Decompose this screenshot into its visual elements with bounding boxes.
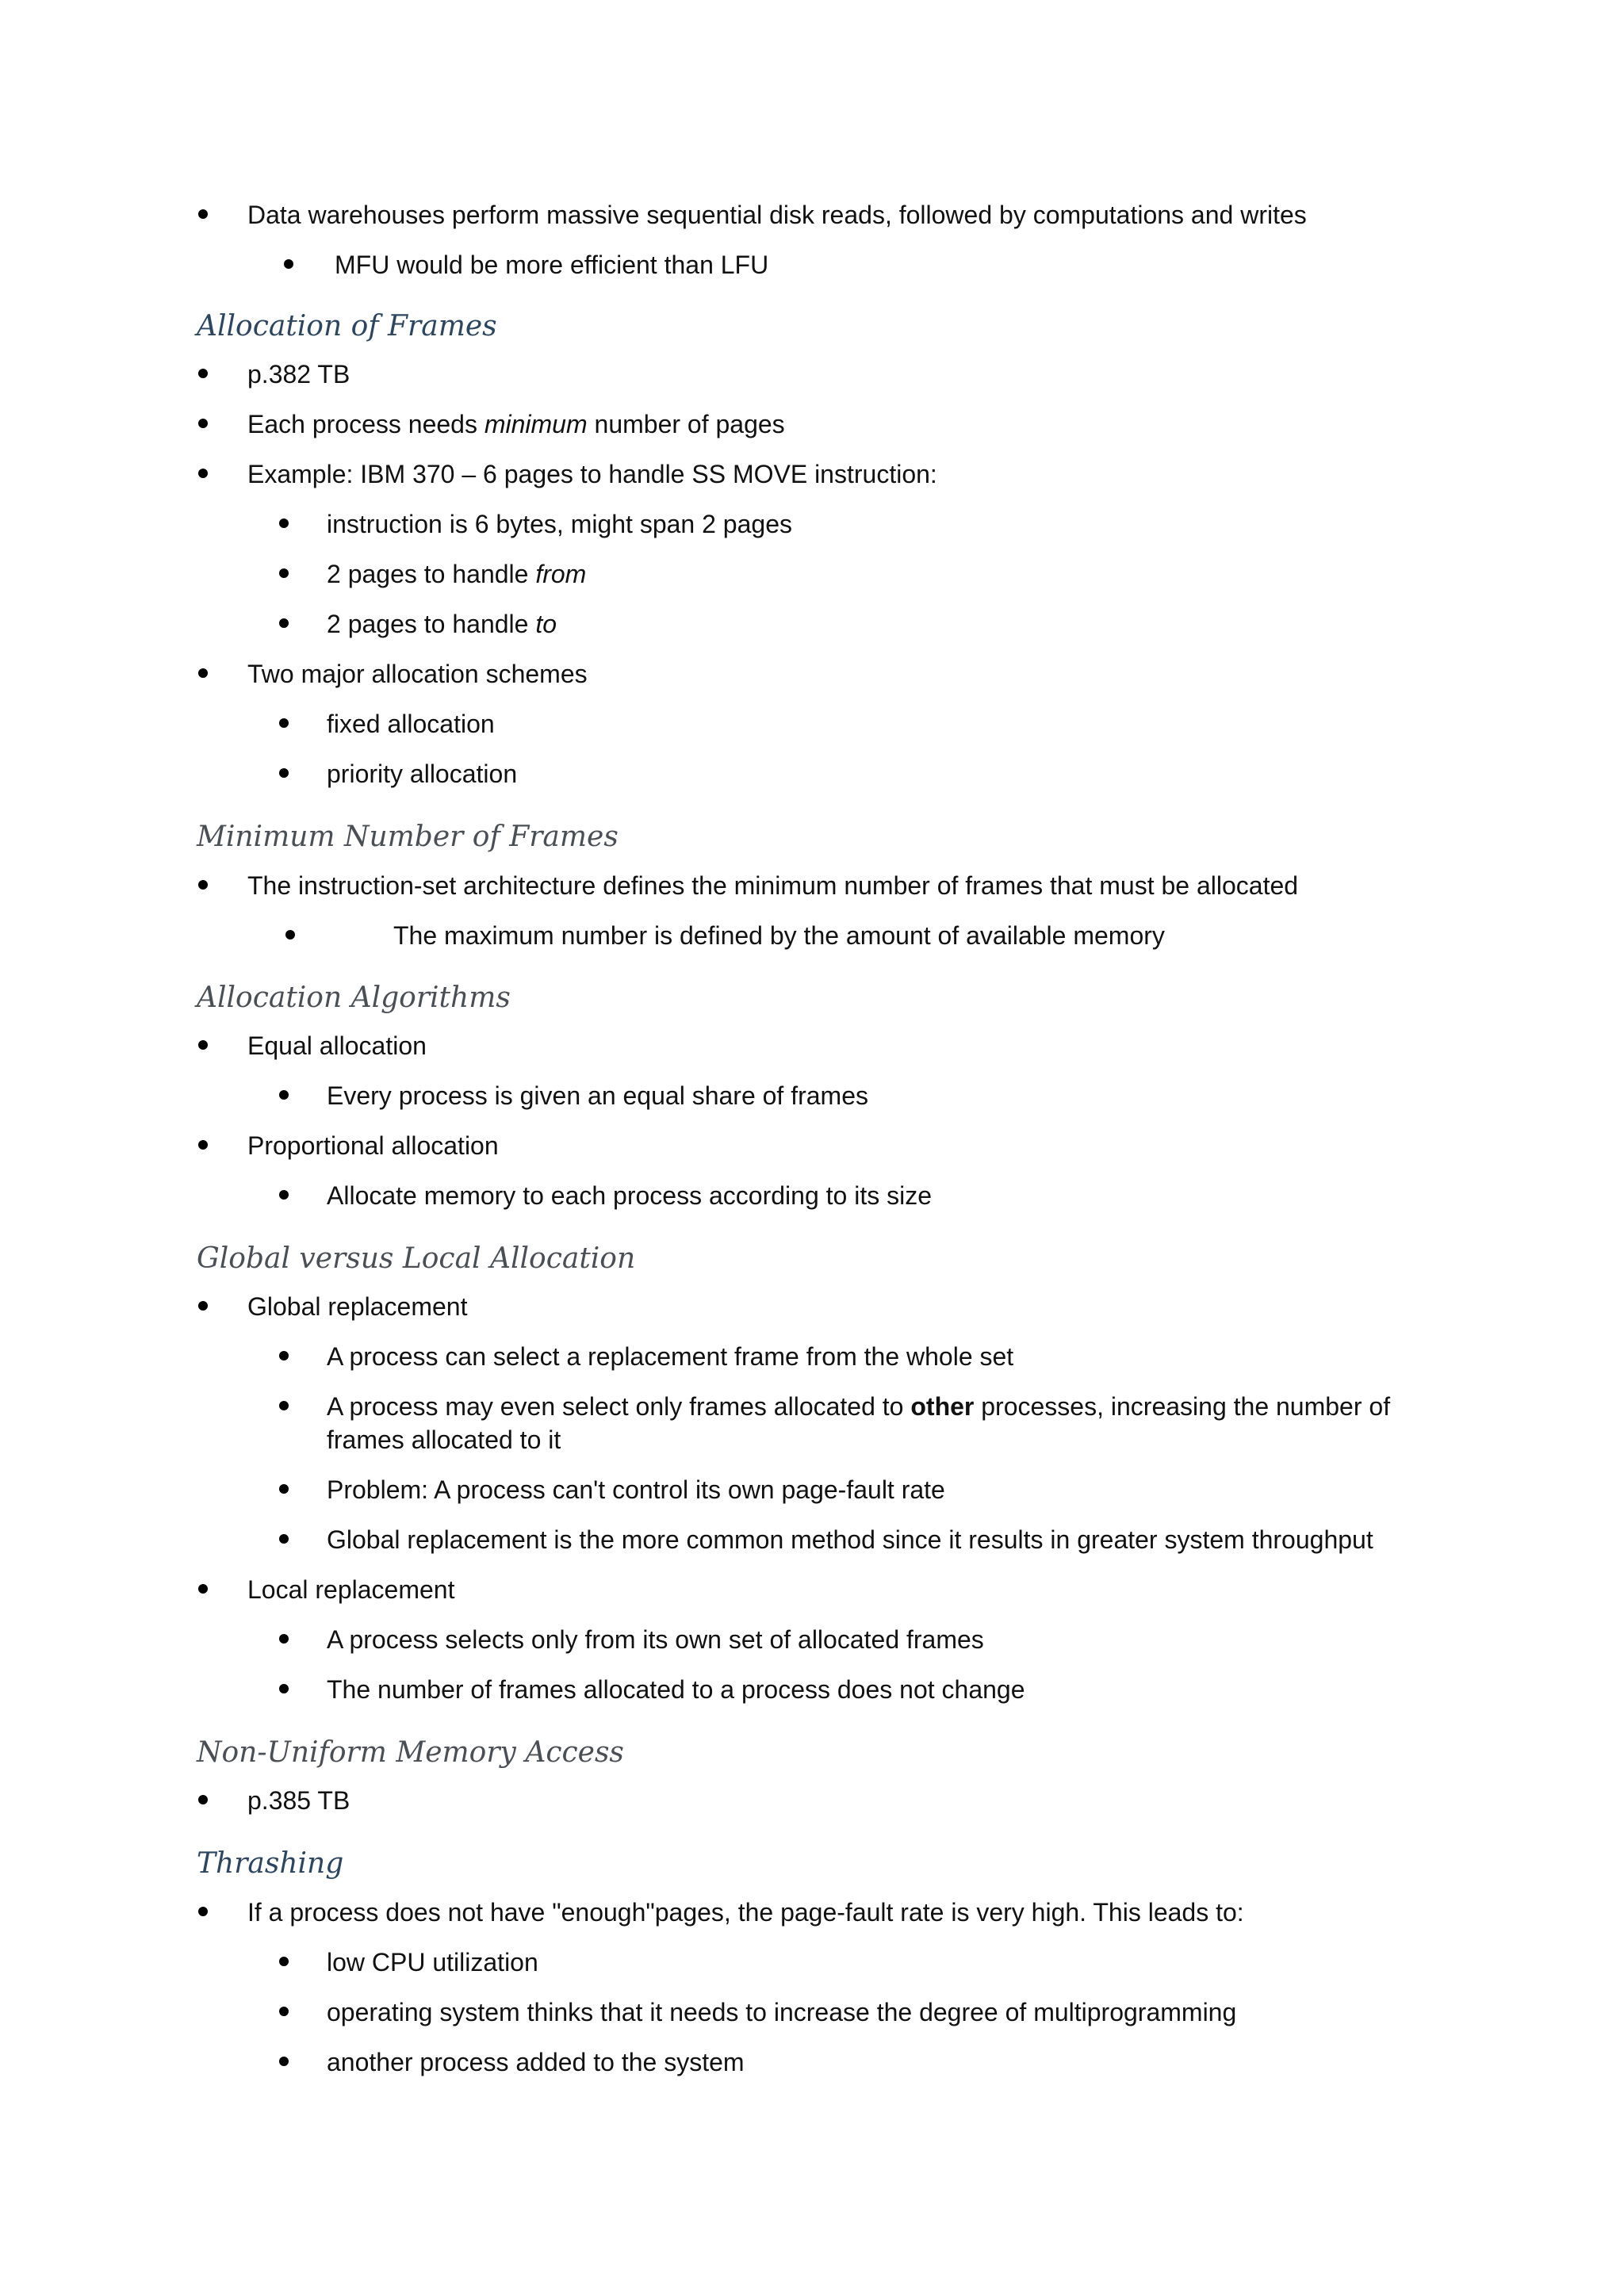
section-heading-allocation-algorithms: Allocation Algorithms — [197, 982, 511, 1014]
list-item — [247, 1290, 1437, 1323]
list-item — [247, 869, 1437, 902]
list-item — [335, 248, 1429, 281]
list-item — [327, 1340, 1421, 1373]
bullet-icon — [284, 259, 293, 269]
list-item-text: A process may even select only frames allocated to other processes, increasing the number of frames allocated to it — [327, 1392, 1391, 1454]
bullet-icon — [198, 469, 208, 478]
bullet-icon — [198, 1301, 208, 1311]
list-item-text: Global replacement is the more common method since it results in greater system throughput — [327, 1525, 1373, 1554]
section-heading-global-versus-local: Global versus Local Allocation — [197, 1242, 636, 1275]
list-item — [247, 408, 1437, 441]
list-item-text: p.382 TB — [247, 360, 350, 388]
bullet-icon — [279, 768, 289, 778]
list-item-text: Local replacement — [247, 1575, 455, 1604]
list-item-text: another process added to the system — [327, 2048, 745, 2076]
bullet-icon — [279, 1534, 289, 1544]
emphasis-text: minimum — [484, 410, 588, 438]
list-item-text: fixed allocation — [327, 710, 495, 738]
list-item-text: 2 pages to handle to — [327, 610, 557, 638]
bullet-icon — [198, 1040, 208, 1050]
list-item — [327, 707, 1421, 740]
list-item — [247, 1129, 1437, 1162]
list-item — [327, 1623, 1421, 1656]
list-item-text: 2 pages to handle from — [327, 560, 587, 588]
list-item — [327, 1946, 1421, 1979]
bullet-icon — [279, 618, 289, 628]
list-item-text: Equal allocation — [247, 1031, 427, 1060]
bullet-icon — [279, 2057, 289, 2066]
bullet-icon — [279, 519, 289, 528]
list-item — [327, 1473, 1421, 1506]
list-item-text: Data warehouses perform massive sequential disk reads, followed by computations and writes — [247, 201, 1307, 229]
list-item — [327, 557, 1421, 591]
section-heading-numa: Non-Uniform Memory Access — [197, 1736, 624, 1769]
bullet-icon — [279, 1684, 289, 1693]
list-item — [247, 1029, 1437, 1062]
list-item — [327, 1079, 1421, 1112]
section-heading-thrashing: Thrashing — [197, 1847, 344, 1880]
list-item — [327, 607, 1421, 641]
bullet-icon — [279, 718, 289, 728]
list-item — [247, 1896, 1437, 1929]
bullet-icon — [279, 568, 289, 578]
list-item-text: A process can select a replacement frame from the whole set — [327, 1342, 1014, 1371]
bullet-icon — [279, 1351, 289, 1360]
list-item — [327, 1390, 1421, 1456]
bullet-icon — [198, 880, 208, 890]
section-heading-allocation-of-frames: Allocation of Frames — [197, 310, 497, 342]
bullet-icon — [285, 930, 295, 939]
list-item — [327, 507, 1421, 541]
list-item — [247, 1784, 1437, 1817]
bullet-icon — [198, 1140, 208, 1150]
list-item-text: Every process is given an equal share of frames — [327, 1081, 868, 1110]
list-item — [327, 757, 1421, 790]
list-item — [327, 1523, 1421, 1556]
list-item — [247, 198, 1437, 232]
list-item — [247, 1573, 1437, 1606]
list-item — [327, 1673, 1421, 1706]
bullet-icon — [279, 1401, 289, 1410]
list-item-text: Allocate memory to each process according to its size — [327, 1181, 932, 1210]
list-item — [327, 1179, 1421, 1212]
list-item-text: A process selects only from its own set of allocated frames — [327, 1625, 984, 1654]
list-item-text: MFU would be more efficient than LFU — [335, 251, 769, 279]
list-item — [327, 2045, 1421, 2079]
list-item — [327, 1996, 1421, 2029]
bullet-icon — [198, 1907, 208, 1916]
list-item-text: Global replacement — [247, 1292, 468, 1321]
bullet-icon — [279, 1957, 289, 1966]
list-item — [247, 358, 1437, 391]
bullet-icon — [198, 668, 208, 678]
list-item — [247, 457, 1437, 491]
list-item-text: low CPU utilization — [327, 1948, 538, 1976]
emphasis-text: from — [535, 560, 587, 588]
list-item-text: instruction is 6 bytes, might span 2 pages — [327, 510, 792, 538]
list-item-text: If a process does not have "enough"pages, the page-fault rate is very high. This leads to: — [247, 1898, 1244, 1927]
bullet-icon — [279, 1090, 289, 1100]
emphasis-text: to — [535, 610, 557, 638]
bold-text: other — [910, 1392, 975, 1421]
list-item-text: priority allocation — [327, 760, 518, 788]
bullet-icon — [279, 1190, 289, 1200]
bullet-icon — [279, 2007, 289, 2016]
bullet-icon — [198, 369, 208, 378]
list-item-text: p.385 TB — [247, 1786, 350, 1815]
list-item — [247, 657, 1437, 691]
list-item-text: Problem: A process can't control its own page-fault rate — [327, 1475, 945, 1504]
list-item — [393, 919, 1424, 952]
list-item-text: Example: IBM 370 – 6 pages to handle SS MOVE instruction: — [247, 460, 937, 488]
list-item-text: operating system thinks that it needs to increase the degree of multiprogramming — [327, 1998, 1237, 2026]
list-item-text: Each process needs minimum number of pages — [247, 410, 785, 438]
list-item-text: The instruction-set architecture defines the minimum number of frames that must be allocated — [247, 871, 1299, 900]
list-item-text: Two major allocation schemes — [247, 660, 588, 688]
section-heading-minimum-number-of-frames: Minimum Number of Frames — [197, 821, 619, 853]
bullet-icon — [198, 1584, 208, 1594]
bullet-icon — [198, 209, 208, 219]
bullet-icon — [279, 1484, 289, 1494]
bullet-icon — [198, 419, 208, 428]
bullet-icon — [279, 1634, 289, 1644]
list-item-text: Proportional allocation — [247, 1131, 499, 1160]
bullet-icon — [198, 1795, 208, 1804]
list-item-text: The maximum number is defined by the amount of available memory — [393, 921, 1165, 950]
list-item-text: The number of frames allocated to a process does not change — [327, 1675, 1025, 1704]
